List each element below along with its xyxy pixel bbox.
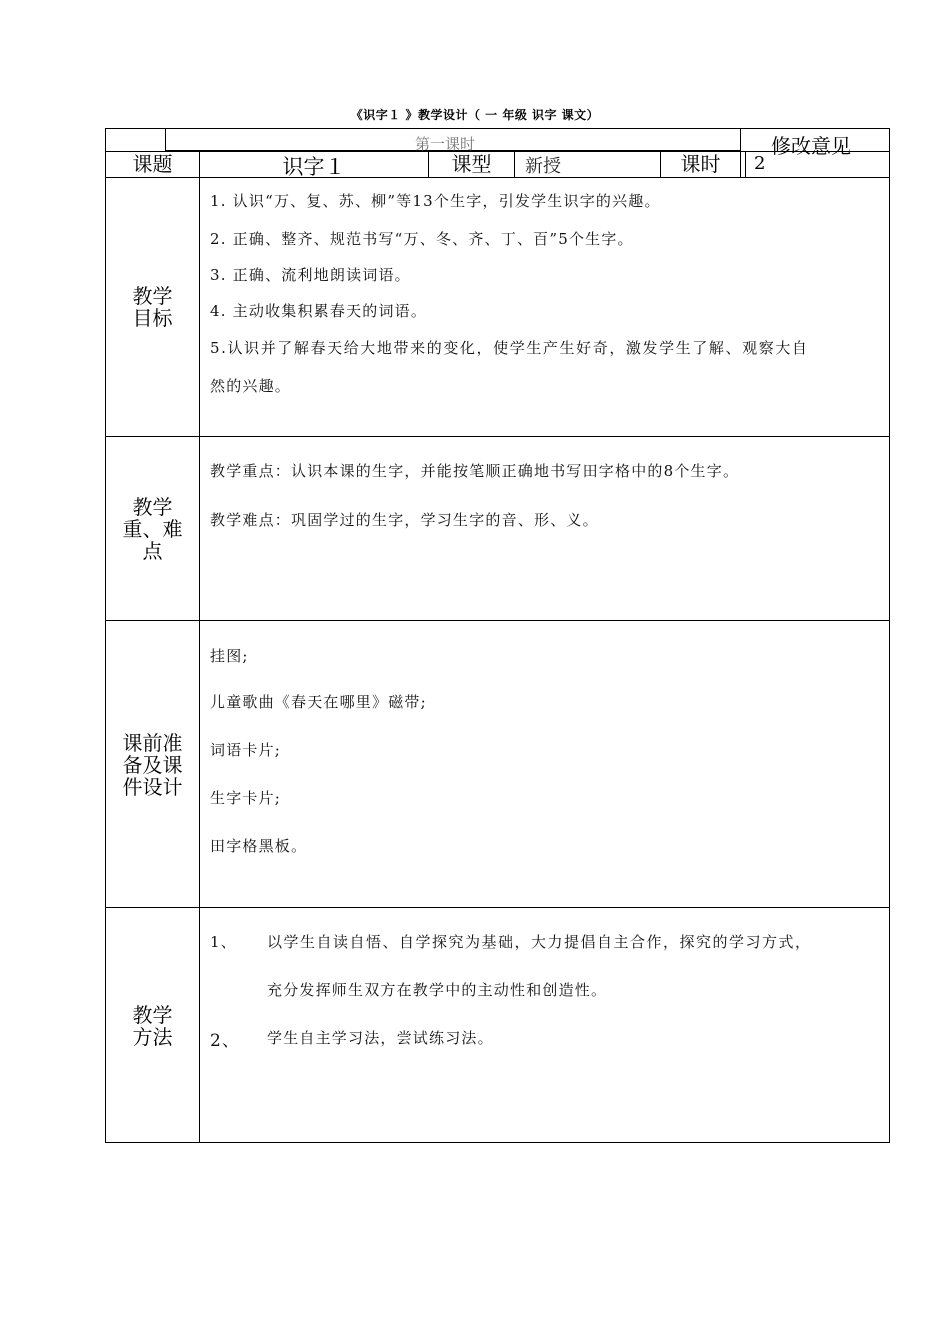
goal-item: 5.认识并了解春天给大地带来的变化，使学生产生好奇，激发学生了解、观察大自 [210, 339, 809, 357]
method-number: 1、 [210, 933, 237, 951]
column-divider [740, 128, 741, 151]
hours-value: 2 [754, 153, 766, 174]
preparation-item: 词语卡片; [210, 741, 282, 759]
goals-label: 教学目标 [132, 284, 173, 330]
table-border-top [105, 128, 890, 129]
topic-label: 课题 [132, 152, 173, 176]
goal-item: 4. 主动收集积累春天的词语。 [210, 302, 428, 320]
table-border-bottom [105, 1142, 890, 1143]
type-label: 课型 [451, 152, 492, 176]
table-border-right [889, 128, 890, 1143]
method-text: 充分发挥师生双方在教学中的主动性和创造性。 [267, 981, 608, 999]
goal-item: 然的兴趣。 [210, 377, 292, 395]
column-divider [165, 128, 166, 151]
key-point-item: 教学重点：认识本课的生字，并能按笔顺正确地书写田字格中的8个生字。 [210, 462, 740, 480]
preparation-item: 儿童歌曲《春天在哪里》磁带; [210, 693, 427, 711]
table-border-left [105, 128, 106, 1143]
row-divider [105, 907, 890, 908]
column-divider [745, 151, 746, 177]
revision-label: 修改意见 [771, 134, 851, 158]
preparation-item: 生字卡片; [210, 789, 282, 807]
method-number: 2、 [210, 1031, 241, 1051]
preparation-label: 课前准备及课件设计 [122, 731, 183, 799]
key-points-label: 教学重、难点 [122, 495, 183, 563]
method-text: 以学生自读自悟、自学探究为基础，大力提倡自主合作，探究的学习方式， [267, 933, 812, 951]
row-divider [105, 436, 890, 437]
preparation-item: 田字格黑板。 [210, 837, 308, 855]
method-text: 学生自主学习法，尝试练习法。 [267, 1029, 494, 1047]
row-divider [105, 620, 890, 621]
document-title: 《识字１ 》教学设计（ 一 年级 识字 课文） [350, 108, 600, 122]
hours-label: 课时 [680, 152, 721, 176]
type-value: 新授 [525, 156, 561, 177]
topic-value: 识字１ [282, 155, 346, 179]
preparation-item: 挂图; [210, 647, 249, 665]
goal-item: 3. 正确、流利地朗读词语。 [210, 266, 411, 284]
goal-item: 1. 认识“万、复、苏、柳”等13个生字，引发学生识字的兴趣。 [210, 192, 661, 210]
column-divider [740, 151, 741, 177]
column-divider [514, 151, 515, 177]
lesson-period-tag: 第一课时 [415, 135, 476, 153]
methods-label: 教学方法 [132, 1003, 173, 1049]
column-divider [199, 151, 200, 1142]
goal-item: 2. 正确、整齐、规范书写“万、冬、齐、丁、百”5个生字。 [210, 230, 634, 248]
key-point-item: 教学难点：巩固学过的生字，学习生字的音、形、义。 [210, 511, 599, 529]
